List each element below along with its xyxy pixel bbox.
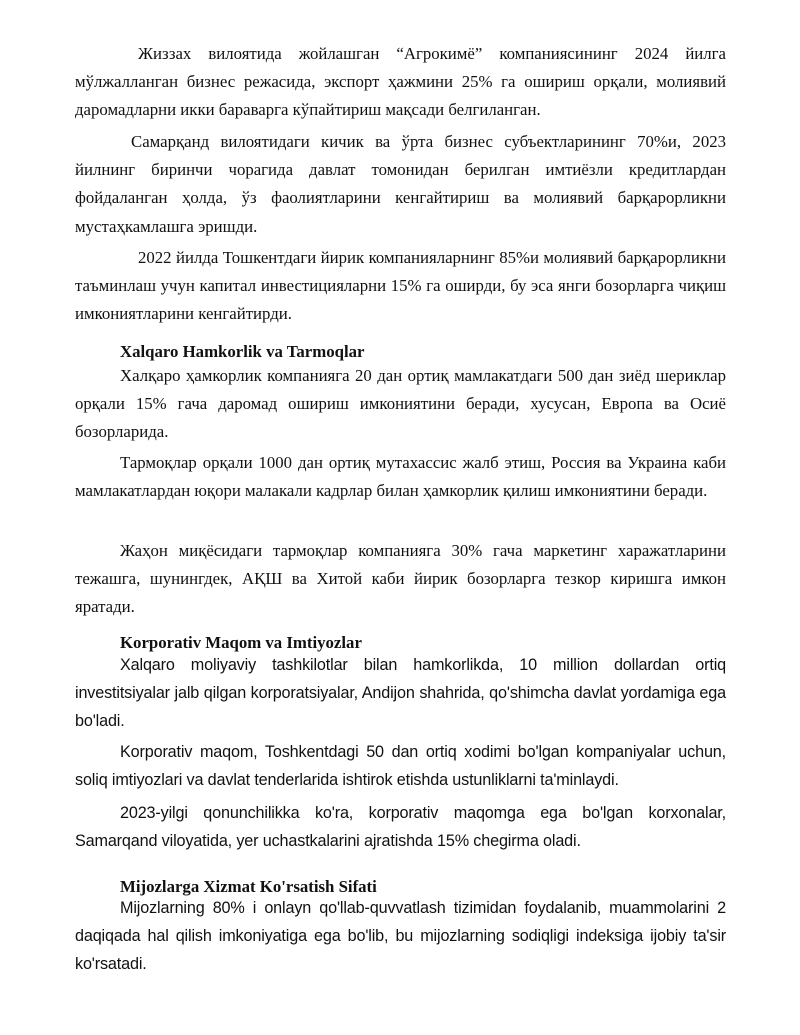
paragraph-corporate-samarkand-land: 2023-yilgi qonunchilikka ko'ra, korporativ maqomga ega bo'lgan korxonalar, Samarqand viloyatida, yer uchastkalarini ajratishda 15% chegirma oladi. [75, 804, 726, 851]
paragraph-corporate-andijan: Xalqaro moliyaviy tashkilotlar bilan hamkorlikda, 10 million dollardan ortiq investitsiyalar jalb qilgan korporatsiyalar, Andijon shahrida, qo'shimcha davlat yordamiga ega bo'ladi. [75, 656, 726, 731]
paragraph-samarkand-small-business: Самарқанд вилоятидаги кичик ва ўрта бизнес субъектларининг 70%и, 2023 йилнинг биринчи чорагида давлат томонидан берилган имтиёзли кредитлардан фойдаланган ҳолда, ўз фаолиятларини кенгайтириш ва молиявий барқарорликни мустаҳкамлашга эришди. [75, 132, 726, 236]
section-heading-customer-service: Mijozlarga Xizmat Ko'rsatish Sifati [120, 877, 377, 896]
paragraph-online-support: Mijozlarning 80% i onlayn qo'llab-quvvatlash tizimidan foydalanib, muammolarini 2 daqiqada hal qilish imkoniyatiga ega bo'lib, bu mijozlarning sodiqligi indeksiga ijobiy ta'sir ko'rsatadi. [75, 899, 726, 974]
paragraph-corporate-tashkent-tax: Korporativ maqom, Toshkentdagi 50 dan ortiq xodimi bo'lgan kompaniyalar uchun, soliq imtiyozlari va davlat tenderlarida ishtirok etishda ustunliklarni ta'minlaydi. [75, 743, 726, 790]
section-heading-corporate-status: Korporativ Maqom va Imtiyozlar [120, 633, 362, 652]
paragraph-tashkent-investments: 2022 йилда Тошкентдаги йирик компанияларнинг 85%и молиявий барқарорликни таъминлаш учун капитал инвестицияларни 15% га оширди, бу эса янги бозорларга чиқиш имкониятларини кенгайтирди. [75, 248, 726, 324]
section-heading-international-cooperation: Xalqaro Hamkorlik va Tarmoqlar [120, 342, 365, 361]
paragraph-international-partners: Халқаро ҳамкорлик компанияга 20 дан ортиқ мамлакатдаги 500 дан зиёд шериклар орқали 15% гача даромад ошириш имкониятини беради, хусусан, Европа ва Осиё бозорларида. [75, 366, 726, 442]
paragraph-jizzakh-agrokimyo: Жиззах вилоятида жойлашган “Агрокимё” компаниясининг 2024 йилга мўлжалланган бизнес режасида, экспорт ҳажмини 25% га ошириш орқали, молиявий даромадларни икки бараварга кўпайтириш мақсади белгиланган. [75, 44, 726, 120]
paragraph-networks-specialists: Тармоқлар орқали 1000 дан ортиқ мутахассис жалб этиш, Россия ва Украина каби мамлакатлардан юқори малакали кадрлар билан ҳамкорлик қилиш имкониятини беради. [75, 453, 726, 501]
paragraph-global-networks-marketing: Жаҳон миқёсидаги тармоқлар компанияга 30% гача маркетинг харажатларини тежашга, шунингдек, АҚШ ва Хитой каби йирик бозорларга тезкор киришга имкон яратади. [75, 541, 726, 617]
